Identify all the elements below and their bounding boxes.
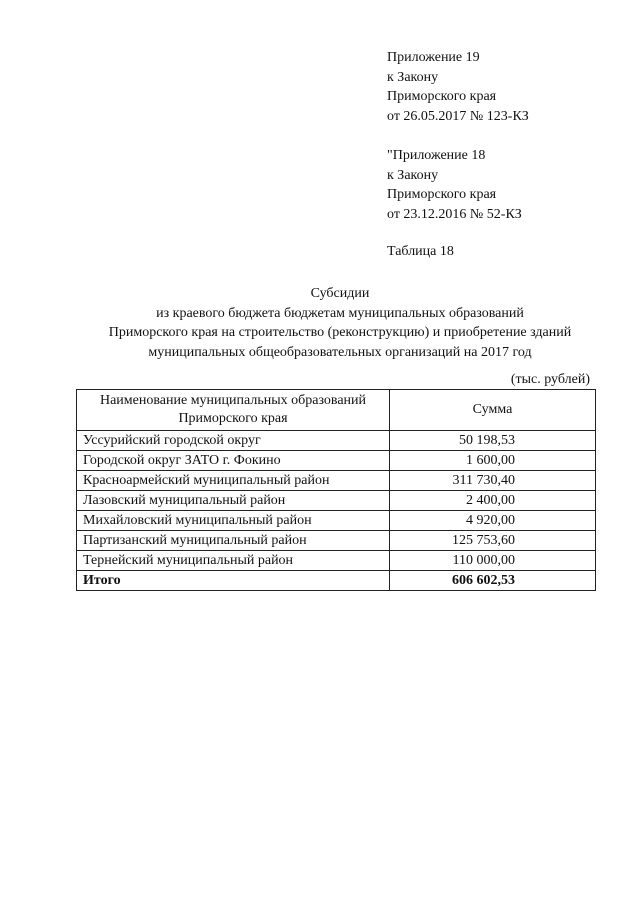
title-line4: муниципальных общеобразовательных организаций на 2017 год <box>148 344 532 360</box>
table-number: Таблица 18 <box>387 244 454 259</box>
appendix-18-line3: Приморского края <box>387 187 497 202</box>
appendix-18-line2: к Закону <box>387 167 439 183</box>
row-sum: 110 000,00 <box>390 551 596 571</box>
table-row <box>77 551 596 571</box>
appendix-19-line4: от 26.05.2017 № 123-КЗ <box>387 108 529 124</box>
row-sum: 50 198,53 <box>390 431 596 451</box>
row-sum: 4 920,00 <box>390 511 596 531</box>
appendix-19-line1: Приложение 19 <box>387 50 480 65</box>
header-sum: Сумма <box>390 390 596 431</box>
row-name: Уссурийский городской округ <box>77 431 390 451</box>
row-name: Городской округ ЗАТО г. Фокино <box>77 451 390 471</box>
appendix-18-header <box>387 146 522 224</box>
row-sum: 1 600,00 <box>390 451 596 471</box>
table-row <box>77 511 596 531</box>
appendix-19-line3: Приморского края <box>387 89 497 104</box>
title-line2: из краевого бюджета бюджетам муниципальных образований <box>156 305 524 321</box>
row-sum: 125 753,60 <box>390 531 596 551</box>
row-name: Тернейский муниципальный район <box>77 551 390 571</box>
document-title <box>60 284 620 362</box>
total-name: Итого <box>77 571 390 591</box>
table-row <box>77 531 596 551</box>
appendix-18-line4: от 23.12.2016 № 52-КЗ <box>387 206 522 222</box>
row-name: Лазовский муниципальный район <box>77 491 390 511</box>
table-row <box>77 431 596 451</box>
title-line1: Субсидии <box>310 286 370 301</box>
appendix-19-line2: к Закону <box>387 69 439 85</box>
row-name: Михайловский муниципальный район <box>77 511 390 531</box>
table-row <box>77 451 596 471</box>
row-name: Красноармейский муниципальный район <box>77 471 390 491</box>
table-row <box>77 471 596 491</box>
total-sum: 606 602,53 <box>390 571 596 591</box>
row-sum: 311 730,40 <box>390 471 596 491</box>
total-row <box>77 571 596 591</box>
appendix-19-header <box>387 48 529 126</box>
table-header-row <box>77 390 596 431</box>
subsidies-table <box>76 389 596 591</box>
units-label: (тыс. рублей) <box>510 372 590 387</box>
header-name-line1: Наименование муниципальных образований <box>99 393 367 408</box>
title-line3: Приморского края на строительство (реконструкцию) и приобретение зданий <box>108 325 572 340</box>
appendix-18-line1: "Приложение 18 <box>387 148 486 163</box>
header-name <box>77 390 390 431</box>
row-sum: 2 400,00 <box>390 491 596 511</box>
header-name-line2: Приморского края <box>178 411 288 426</box>
table-row <box>77 491 596 511</box>
row-name: Партизанский муниципальный район <box>77 531 390 551</box>
